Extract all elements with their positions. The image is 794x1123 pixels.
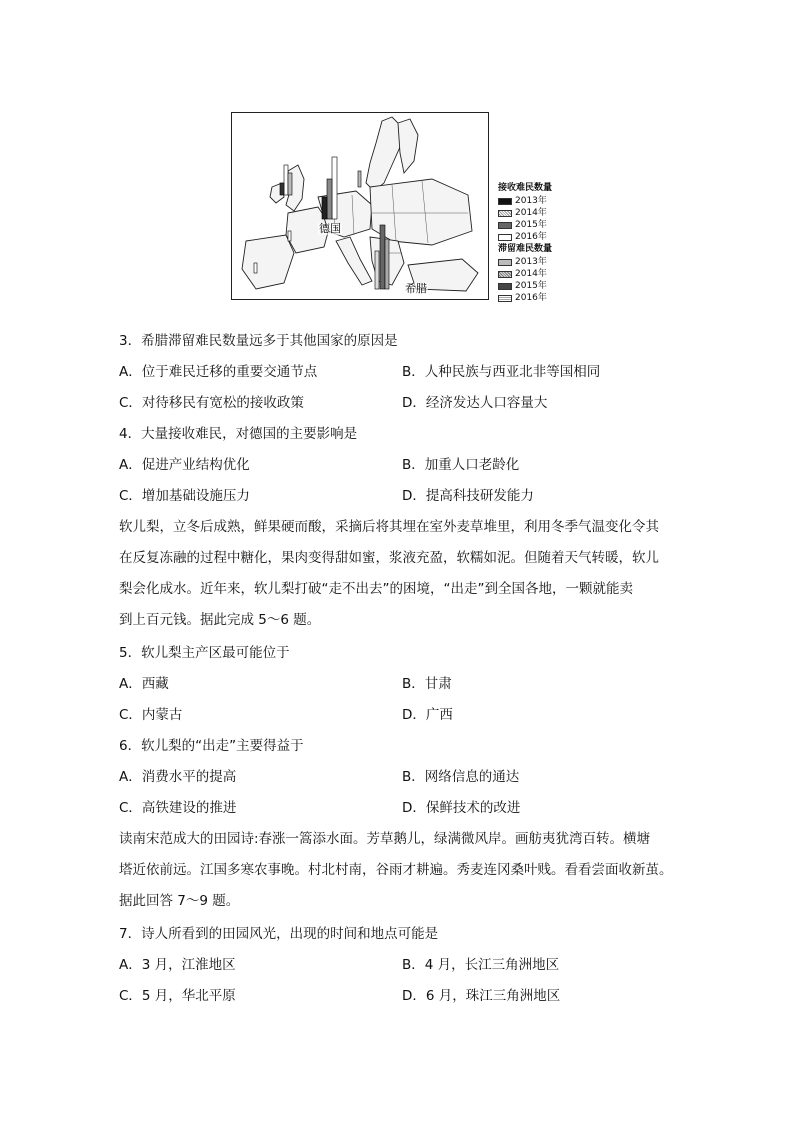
passage-line: 软儿梨，立冬后成熟，鲜果硬而酸，采摘后将其埋在室外麦草堆里，利用冬季气温变化令其 [119,519,659,535]
legend-label: 2014年 [515,269,547,279]
q3-option-a[interactable]: A．位于难民迁移的重要交通节点 [119,364,318,380]
legend-label: 2016年 [515,293,547,303]
q3-option-b[interactable]: B．人种民族与西亚北非等国相同 [402,364,601,380]
passage-line: 据此回答 7～9 题。 [119,893,240,909]
legend-swatch [498,283,512,290]
legend-item [498,207,578,219]
europe-refugee-map [231,112,489,300]
legend-item [498,256,578,268]
legend-item [498,292,578,304]
legend-swatch [498,210,512,217]
map-legend [498,182,578,304]
q4-option-b[interactable]: B．加重人口老龄化 [402,457,520,473]
q5-stem: 5．软儿梨主产区最可能位于 [119,645,290,661]
passage-pear [119,512,679,636]
q6-option-d[interactable]: D．保鲜技术的改进 [402,800,521,816]
q4-stem: 4．大量接收难民，对德国的主要影响是 [119,426,358,442]
greece-label: 希腊 [405,282,427,295]
legend-stranded-title: 滞留难民数量 [498,244,553,254]
passage-line: 在反复冻融的过程中糖化，果肉变得甜如蜜，浆液充盈，软糯如泥。但随着天气转暖，软儿 [119,550,659,566]
q6-option-b[interactable]: B．网络信息的通达 [402,769,520,785]
q5-option-a[interactable]: A．西藏 [119,676,169,692]
q7-option-d[interactable]: D．6 月，珠江三角洲地区 [402,988,561,1004]
legend-item [498,219,578,231]
legend-label: 2013年 [515,257,547,267]
legend-item [498,231,578,243]
legend-label: 2016年 [515,232,547,242]
legend-label: 2015年 [515,281,547,291]
q6-option-c[interactable]: C．高铁建设的推进 [119,800,237,816]
map-drawing [232,113,489,300]
legend-swatch [498,222,512,229]
q5-option-d[interactable]: D．广西 [402,707,453,723]
passage-poem [119,824,679,917]
q4-option-d[interactable]: D．提高科技研发能力 [402,488,534,504]
passage-line: 到上百元钱。据此完成 5～6 题。 [119,612,321,628]
legend-swatch [498,295,512,302]
q6-option-a[interactable]: A．消费水平的提高 [119,769,237,785]
q7-option-c[interactable]: C．5 月，华北平原 [119,988,236,1004]
q7-option-b[interactable]: B．4 月，长江三角洲地区 [402,957,560,973]
q3-option-c[interactable]: C．对待移民有宽松的接收政策 [119,395,304,411]
q3-stem: 3．希腊滞留难民数量远多于其他国家的原因是 [119,333,398,349]
legend-swatch [498,271,512,278]
legend-item [498,195,578,207]
passage-line: 梨会化成水。近年来，软儿梨打破“走不出去”的困境，“出走”到全国各地，一颗就能卖 [119,581,633,597]
legend-received-title: 接收难民数量 [498,183,553,193]
legend-item [498,280,578,292]
germany-label: 德国 [319,222,341,235]
legend-label: 2014年 [515,208,547,218]
passage-line: 读南宋范成大的田园诗:春涨一篙添水面。芳草鹅儿，绿满微风岸。画舫夷犹湾百转。横塘 [119,831,651,847]
q4-option-a[interactable]: A．促进产业结构优化 [119,457,250,473]
legend-swatch [498,259,512,266]
q7-option-a[interactable]: A．3 月，江淮地区 [119,957,236,973]
q5-option-b[interactable]: B．甘肃 [402,676,452,692]
q3-option-d[interactable]: D．经济发达人口容量大 [402,395,548,411]
passage-line: 塔近依前远。江国多寒农事晚。村北村南，谷雨才耕遍。秀麦连冈桑叶贱。看看尝面收新茧。 [119,862,673,878]
q7-stem: 7．诗人所看到的田园风光，出现的时间和地点可能是 [119,926,439,942]
q6-stem: 6．软儿梨的“出走”主要得益于 [119,738,304,754]
legend-item [498,268,578,280]
q4-option-c[interactable]: C．增加基础设施压力 [119,488,250,504]
q5-option-c[interactable]: C．内蒙古 [119,707,183,723]
legend-swatch [498,234,512,241]
legend-label: 2015年 [515,220,547,230]
legend-swatch [498,198,512,205]
legend-label: 2013年 [515,196,547,206]
